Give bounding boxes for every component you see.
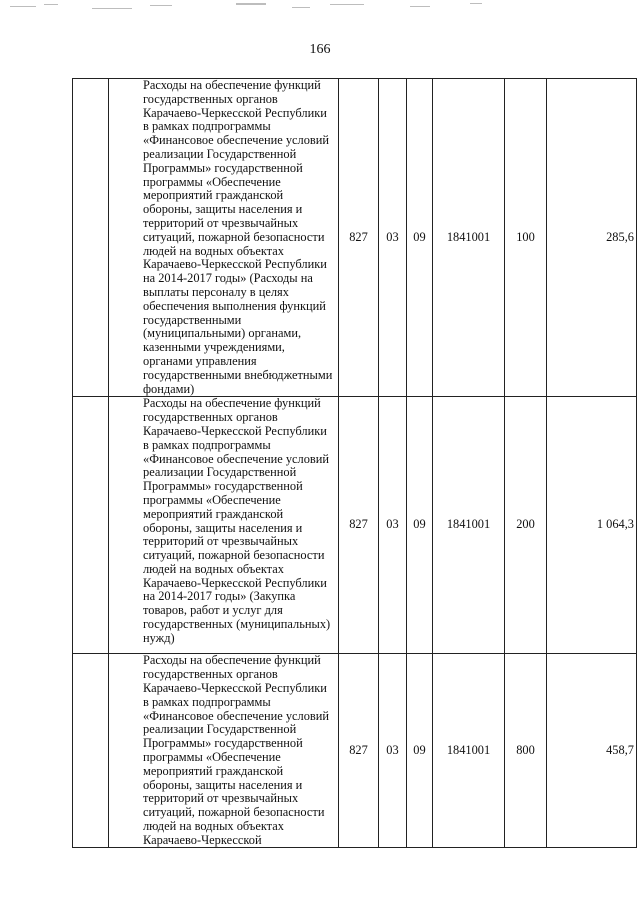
description-cell: Расходы на обеспечение функций государственных органов Карачаево-Черкесской Республики в рамках подпрограммы «Финансовое обеспечение условий реализации Государственной Программы» государственной программы «Обеспечение мероприятий гражданской обороны, защиты населения и территорий от чрезвычайных ситуаций, пожарной безопасности людей на водных объектах Карачаево-Черкесской Республики на 2014-2017 годы» (Закупка товаров, работ и услуг для государственных (муниципальных) нужд) xyxy=(109,397,339,654)
description-cell: Расходы на обеспечение функций государственных органов Карачаево-Черкесской Республики в рамках подпрограммы «Финансовое обеспечение условий реализации Государственной Программы» государственной программы «Обеспечение мероприятий гражданской обороны, защиты населения и территорий от чрезвычайных ситуаций, пожарной безопасности людей на водных объектах Карачаево-Черкесской xyxy=(109,654,339,848)
amount-cell: 458,7 xyxy=(547,654,637,848)
row-number-cell xyxy=(73,654,109,848)
amount-cell: 285,6 xyxy=(547,79,637,397)
section-code-cell: 03 xyxy=(379,654,407,848)
expense-type-cell: 200 xyxy=(505,397,547,654)
subsection-code-cell: 09 xyxy=(407,397,433,654)
ministry-code-cell: 827 xyxy=(339,397,379,654)
ministry-code-cell: 827 xyxy=(339,79,379,397)
expense-type-cell: 800 xyxy=(505,654,547,848)
description-cell: Расходы на обеспечение функций государственных органов Карачаево-Черкесской Республики в рамках подпрограммы «Финансовое обеспечение условий реализации Государственной Программы» государственной программы «Обеспечение мероприятий гражданской обороны, защиты населения и территорий от чрезвычайных ситуаций, пожарной безопасности людей на водных объектах Карачаево-Черкесской Республики на 2014-2017 годы» (Расходы на выплаты персоналу в целях обеспечения выполнения функций государственными (муниципальными) органами, казенными учреждениями, органами управления государственными внебюджетными фондами) xyxy=(109,79,339,397)
target-article-cell: 1841001 xyxy=(433,654,505,848)
target-article-cell: 1841001 xyxy=(433,79,505,397)
target-article-cell: 1841001 xyxy=(433,397,505,654)
ministry-code-cell: 827 xyxy=(339,654,379,848)
table-row xyxy=(73,654,637,848)
scan-noise-strip xyxy=(0,0,640,24)
table-row xyxy=(73,79,637,397)
subsection-code-cell: 09 xyxy=(407,79,433,397)
expense-type-cell: 100 xyxy=(505,79,547,397)
row-number-cell xyxy=(73,79,109,397)
row-number-cell xyxy=(73,397,109,654)
section-code-cell: 03 xyxy=(379,397,407,654)
subsection-code-cell: 09 xyxy=(407,654,433,848)
table-row xyxy=(73,397,637,654)
amount-cell: 1 064,3 xyxy=(547,397,637,654)
page-number: 166 xyxy=(309,42,331,57)
budget-table xyxy=(72,78,637,848)
section-code-cell: 03 xyxy=(379,79,407,397)
